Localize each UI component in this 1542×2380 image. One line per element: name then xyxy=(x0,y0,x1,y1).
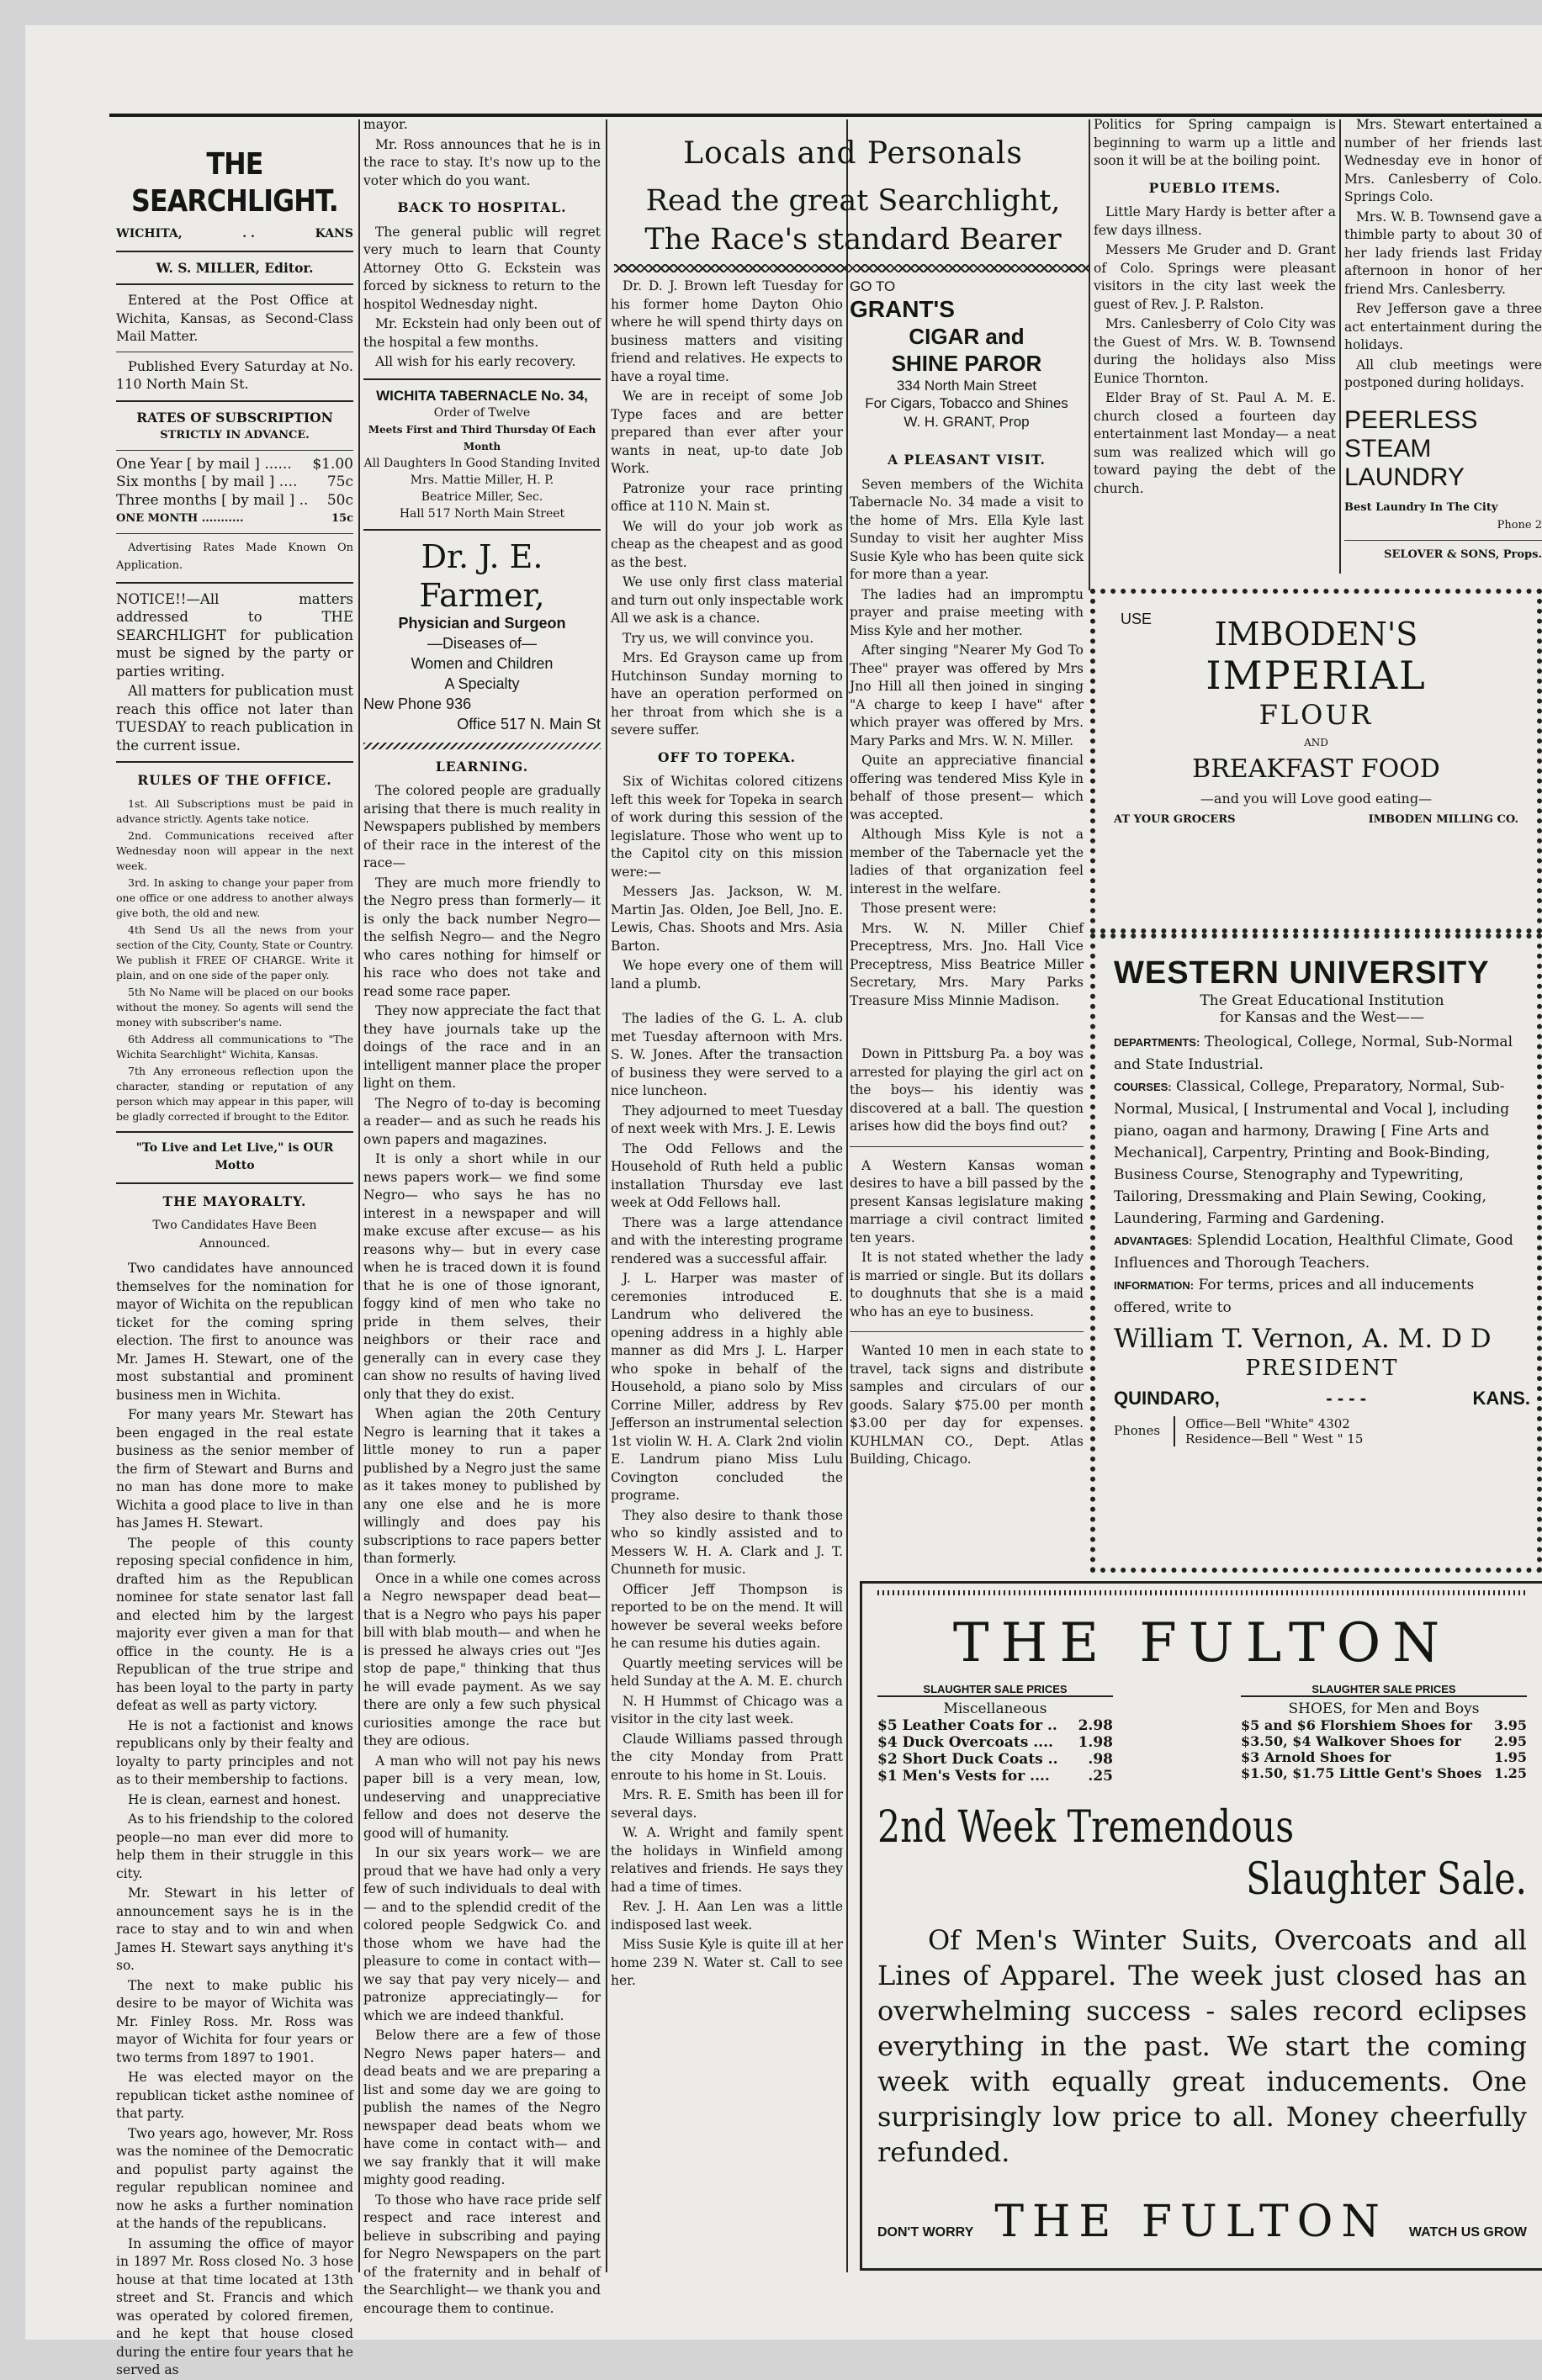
advertising-rates: Advertising Rates Made Known On Application. xyxy=(116,541,353,572)
column-rule xyxy=(846,119,848,2272)
hospital-heading: BACK TO HOSPITAL. xyxy=(397,199,567,215)
motto: "To Live and Let Live," is OUR Motto xyxy=(135,1140,334,1172)
column-5: Politics for Spring campaign is beginning to warm up a little and soon it will be at the boiling point. PUEBLO ITEMS. Little Mary Hardy is better after a few days illness. Messers Me Gruder and D. Grant of Colo. Springs were pleasant visitors in the city last week the guest of Rev. J. P. Ralston. Mrs. Canlesberry of Colo City was the Guest of Mrs. W. B. Townsend during the holidays also Miss Eunice Thornton. Elder Bray of St. Paul A. M. E. church closed a fourteen day entertainment last Monday— a neat sum was realized which will go toward paying the debt of the church. xyxy=(1094,117,1336,496)
column-6: Mrs. Stewart entertained a number of her friends last Wednesday eve in honor of Mrs. Canlesberry of Colo. Springs Colo. Mrs. W. B. Townsend gave a thimble party to about 30 of her lady friends last Friday afternoon in honor of her friend Mrs. Canlesberry. Rev Jefferson gave a three act entertainment during the holidays. All club meetings were postponed during holidays. PEERLESS STEAM LAUNDRY Best Laundry In The City Phone 2 SELOVER & SONS, Props. xyxy=(1344,116,1542,587)
column-1: THE SEARCHLIGHT. WICHITA, . . KANS W. S. MILLER, Editor. Entered at the Post Office at Wichita, Kansas, as Second-Class Mail Matter. Published Every Saturday at No. 110 North Main St. RATES OF SUBSCRIPTION STRICTLY IN ADVANCE. One Year [ by mail ] ...... $1.00 Six months [ by mail ] .... 75c Three months [ by mail ] .. 50c ONE MONTH ........... 15c Advertising Rates Made Known On Application. NOTICE!!—All matters addressed to THE SEARCHLIGHT for publication must be signed by the party or parties writing. All matters for publication must reach this office not later than TUESDAY to reach publication in the current issue. RULES OF THE OFFICE. 1st. All Subscriptions must be paid in advance strictly. Agents take notice. 2nd. Communications received after Wednesday noon will appear in the next week. 3rd. In asking to change your paper from one office or one address to another always give both, the old and new. 4th Send Us all the news from your section of the City, County, State or Country. We publish it FREE OF CHARGE. Write it plain, and on one side of the paper only. 5th No Name will be placed on our books without the money. So agents will send the money with subscriber's name. 6th Address all communications to "The Wichita Searchlight" Wichita, Kansas. 7th Any erroneous reflection upon the character, standing or reputation of any person which may appear in this paper, will be gladly corrected if brought to the Editor. "To Live and Let Live," is OUR Motto THE MAYORALTY. Two Candidates Have Been Announced. Two candidates have announced themselves for the nomination for mayor of Wichita on the republican ticket for the coming spring election. The first to anounce was Mr. James H. Stewart, one of the most substantial and prominent business men in Wichita. For many years Mr. Stewart has been engaged in the real estate business as the senior member of the firm of Stewart and Burns and no man has done more to make Wichita a good place to live in than has James H. Stewart. The people of this county reposing special confidence in him, drafted him as the Republican nominee for state senator last fall and elected him by the largest majority ever given a man for that office in the county. He is a Republican of the true stripe and has been loyal to the party in party defeat as well as party victory. He is not a factionist and knows republicans only by their fealty and loyalty to party principles and not as to their membership to factions. He is clean, earnest and honest. As to his friendship to the colored people—no man ever did more to help them in their struggle in this city. Mr. Stewart in his letter of announcement says he is in the race to stay and to win and when James H. Stewart says anything it's so. The next to make public his desire to be mayor of Wichita was Mr. Finley Ross. Mr. Ross was mayor of Wichita for four years or two terms from 1897 to 1901. He was elected mayor on the republican ticket asthe nominee of that party. Two years ago, however, Mr. Ross was the nominee of the Democratic and populist party against the regular republican nominee and now he asks a further nomination at the hands of the republicans. In assuming the office of mayor in 1897 Mr. Ross closed No. 3 hose house at that time located at 13th street and St. Francis and which was operated by colored firemen, and he kept that house closed during the entire four years that he served as xyxy=(116,121,353,2274)
published-notice: Published Every Saturday at No. 110 North Main St. xyxy=(116,357,353,392)
masthead-title: THE SEARCHLIGHT. xyxy=(131,147,338,219)
column-rule xyxy=(358,119,360,2272)
column-3: Dr. D. J. Brown left Tuesday for his former home Dayton Ohio where he will spend thirty days on business matters and visiting friend and relatives. He expects to have a royal time. We are in receipt of some Job Type faces and are better prepared than ever after your wants in neat, up-to date Job Work. Patronize your race printing office at 110 N. Main st. We will do your job work as cheap as the cheapest and as good as the best. We use only first class material and turn out only inspectable work All we ask is a chance. Try us, we will convince you. Mrs. Ed Grayson came up from Hutchinson Sunday morning to have an operation performed on her throat from which she is a severe suffer. OFF TO TOPEKA. Six of Wichitas colored citizens left this week for Topeka in search of work during this session of the legislature. Those who went up to the Capitol city on this mission were:— Messers Jas. Jackson, W. M. Martin Jas. Olden, Joe Bell, Jno. E. Lewis, Chas. Shoots and Mrs. Asia Barton. We hope every one of them will land a plumb. The ladies of the G. L. A. club met Tuesday afternoon with Mrs. S. W. Jones. After the transaction of business they were served to a nice luncheon. They adjourned to meet Tuesday of next week with Mrs. J. E. Lewis The Odd Fellows and the Household of Ruth held a public installation Thursday eve last week at Odd Fellows hall. There was a large attendance and with the interesting programe rendered was a successful affair. J. L. Harper was master of ceremonies introduced E. Landrum who delivered the opening address in a highly able manner as did Mrs J. L. Harper who spoke in behalf of the Household, a piano solo by Miss Corrine Miller, address by Rev Jefferson an instrumental selection 1st violin W. H. A. Clark 2nd violin E. Landrum piano Miss Lulu Covington concluded the programe. They also desire to thank those who so kindly assisted and to Messers W. H. A. Clark and J. T. Chunneth for music. Officer Jeff Thompson is reported to be on the mend. It will however be several weeks before he can resume his duties again. Quartly meeting services will be held Sunday at the A. M. E. church N. H Hummst of Chicago was a visitor in the city last week. Claude Williams passed through the city Monday from Pratt enroute to his home in St. Louis. Mrs. R. E. Smith has been ill for several days. W. A. Wright and family spent the holidays in Winfield among relatives and friends. He says they had a time of times. Rev. J. H. Aan Len was a little indisposed last week. Miss Susie Kyle is quite ill at her home 239 N. Water st. Call to see her. xyxy=(611,278,843,1988)
wanted-ad: Wanted 10 men in each state to travel, tack signs and distribute samples and circulars of our goods. Salary $75.00 per month $3.00 per day for expenses. KUHLMAN CO., Dept. Atlas Building, Chicago. xyxy=(850,1343,1084,1467)
western-university-ad: WESTERN UNIVERSITY The Great Educational Institution for Kansas and the West—— DEPARTMENTS: Theological, College, Normal, Sub-Normal and State Industrial. COURSES: Classical, College, Preparatory, Normal, Sub-Normal, Musical, [ Instrumental and Vocal ], including piano, oagan and harmony, Drawing [ Fine Arts and Mechanical], Carpentry, Printing and Book-Binding, Business Course, Stenography and Typewriting, Tailoring, Dressmaking and Plain Sewing, Cooking, Laundering, Farming and Gardening. ADVANTAGES: Splendid Location, Healthful Climate, Good Influences and Thorough Teachers. INFORMATION: For terms, prices and all inducements offered, write to William T. Vernon, A. M. D D PRESIDENT QUINDARO, - - - - KANS. Phones Office—Bell "White" 4302 Residence—Bell " West " 15 xyxy=(1090,933,1542,1573)
subscription-rates: One Year [ by mail ] ...... $1.00 Six months [ by mail ] .... 75c Three months [ by mail ] .. 50c ONE MONTH ........... 15c xyxy=(116,455,353,525)
pueblo-heading: PUEBLO ITEMS. xyxy=(1148,179,1281,196)
fulton-footer-name: THE FULTON xyxy=(994,2197,1388,2247)
lodge-details: Order of Twelve Meets First and Third Thursday Of Each Month All Daughters In Good Standing Invited Mrs. Mattie Miller, H. P. Beatrice Miller, Sec. Hall 517 North Main Street xyxy=(363,406,601,521)
column-2: mayor. Mr. Ross announces that he is in the race to stay. It's now up to the voter which do you want. BACK TO HOSPITAL. The general public will regret very much to learn that County Attorney Otto G. Eckstein was forced by sickness to return to the hospitol Wednesday night. Mr. Eckstein had only been out of the hospital a few months. All wish for his early recovery. WICHITA TABERNACLE No. 34, Order of Twelve Meets First and Third Thursday Of Each Month All Daughters In Good Standing Invited Mrs. Mattie Miller, H. P. Beatrice Miller, Sec. Hall 517 North Main Street Dr. J. E. Farmer, Physician and Surgeon —Diseases of— Women and Children A Specialty New Phone 936 Office 517 N. Main St LEARNING. The colored people are gradually arising that there is much reality in Newspapers published by members of their race in the interest of the race— They are much more friendly to the Negro press than formerly— it is only the back number Negro— the selfish Negro— and the Negro who cares nothing for himself or his race who does not take and read some race paper. They now appreciate the fact that they have journals take up the doings of the race and in an intelligent manner place the proper light on them. The Negro of to-day is becoming a reader— and as such he reads his own papers and magazines. It is only a short while in our news papers work— we find some Negro— who says he has no interest in a newspaper and will make excuse after excuse— as his reasons why— but in every case when he is traced down it is found that he is one of those ignorant, foggy kind of men who take no pride in them selves, their neighbors or their race and generally can in every case they can show no results of having lived only that they do exist. When agian the 20th Century Negro is learning that it takes a little money to run a paper published by a Negro just the same as it takes money to published by any one else and he is more willingly and does pay his subscriptions to race papers better than formerly. Once in a while one comes across a Negro newspaper dead beat— that is a Negro who pays his paper bill with blab mouth— and when he is pressed he always cries out "Jes stop de pape," thinking that thus he will evade payment. As we say there are only a few such physical curiosities amonge the race but they are odious. A man who will not pay his news paper bill is a very mean, low, undeserving and unappreciative fellow and does not deserve the good will of humanity. In our six years work— we are proud that we have had only a very few of such individuals to deal with— and to the splendid credit of the colored people Sedgwick Co. and those whom we have had the pleasure to come in contact with— we say that pay very nicely— and patronize appreciatingly— for which we are indeed thankful. Below there are a few of those Negro News paper haters— and dead beats and we are preparing a list and some day we are going to publish the names of the Negro newspaper dead beats whom we have come in contact with— and we say frankly that it will make mighty good reading. To those who have race pride self respect and race interest and believe in subscribing and paying for Negro Newspapers on the part of the fraternity and in behalf of the Searchlight— we thank you and encourage them to continue. xyxy=(363,116,601,2269)
visit-heading: A PLEASANT VISIT. xyxy=(888,452,1046,468)
fulton-body: Of Men's Winter Suits, Overcoats and all Lines of Apparel. The week just closed has an overwhelming success - sales record eclipses everything in the past. We start the coming week with equally great inducements. One surprisingly low price to all. Money cheerfully refunded. xyxy=(877,1924,1527,2168)
topeka-heading: OFF TO TOPEKA. xyxy=(657,748,797,765)
doctor-name: Dr. J. E. Farmer, xyxy=(419,538,545,614)
masthead-place: WICHITA, . . KANS xyxy=(116,227,353,241)
mayoralty-heading: THE MAYORALTY. xyxy=(162,1193,307,1209)
laundry-ad: PEERLESS STEAM LAUNDRY Best Laundry In The City Phone 2 SELOVER & SONS, Props. xyxy=(1344,405,1542,561)
fulton-title: THE FULTON xyxy=(952,1612,1452,1674)
mayoralty-article: Two candidates have announced themselves for the nomination for mayor of Wichita on the republican ticket for the coming spring election. The first to anounce was Mr. James H. Stewart, one of the most substantial and prominent business men in Wichita. For many years Mr. Stewart has been engaged in the real estate business as the senior member of the firm of Stewart and Burns and no man has done more to make Wichita a good place to live in than has James H. Stewart. The people of this county reposing special confidence in him, drafted him as the Republican nominee for state senator last fall and elected him by the largest majority ever given a man for that office in the county. He is a Republican of the true stripe and has been loyal to the party in party defeat as well as party victory. He is not a factionist and knows republicans only by their fealty and loyalty to party principles and not as to their membership to factions. He is clean, earnest and honest. As to his friendship to the colored people—no man ever did more to help them in their struggle in this city. Mr. Stewart in his letter of announcement says he is in the race to stay and to win and when James H. Stewart says anything it's so. The next to make public his desire to be mayor of Wichita was Mr. Finley Ross. Mr. Ross was mayor of Wichita for four years or two terms from 1897 to 1901. He was elected mayor on the republican ticket asthe nominee of that party. Two years ago, however, Mr. Ross was the nominee of the Democratic and populist party against the regular republican nominee and now he asks a further nomination at the hands of the republicans. In assuming the office of mayor in 1897 Mr. Ross closed No. 3 hose house at that time located at 13th street and St. Francis and which was operated by colored firemen, and he kept that house closed during the entire four years that he served as xyxy=(116,1261,353,2377)
lodge-title: WICHITA TABERNACLE No. 34, xyxy=(376,387,588,404)
rules-list: 1st. All Subscriptions must be paid in advance strictly. Agents take notice. 2nd. Communications received after Wednesday noon will appear in the next week. 3rd. In asking to change your paper from one office or one address to another always give both, the old and new. 4th Send Us all the news from your section of the City, County, State or Country. We publish it FREE OF CHARGE. Write it plain, and on one side of the paper only. 5th No Name will be placed on our books without the money. So agents will send the money with subscriber's name. 6th Address all communications to "The Wichita Searchlight" Wichita, Kansas. 7th Any erroneous reflection upon the character, standing or reputation of any person which may appear in this paper, will be gladly corrected if brought to the Editor. xyxy=(116,796,353,1123)
ornamental-rule xyxy=(614,264,1090,272)
fulton-shoe-prices: SLAUGHTER SALE PRICES SHOES, for Men and Boys $5 and $6 Florshiem Shoes for 3.95 $3.50, $4 Walkover Shoes for 2.95 $3 Arnold Shoes for 1.95 $1.50, $1.75 Little Gent's Shoes 1.25 xyxy=(1241,1683,1527,1781)
notice-text: NOTICE!!—All matters addressed to THE SEARCHLIGHT for publication must be signed by the party or parties writing. xyxy=(116,590,353,680)
column-rule xyxy=(1339,119,1341,574)
learning-heading: LEARNING. xyxy=(435,758,529,775)
entered-notice: Entered at the Post Office at Wichita, Kansas, as Second-Class Mail Matter. xyxy=(116,293,353,344)
column-4: GO TO GRANT'S CIGAR and SHINE PAROR 334 North Main Street For Cigars, Tobacco and Shines W. H. GRANT, Prop A PLEASANT VISIT. Seven members of the Wichita Tabernacle No. 34 made a visit to the home of Mrs. Ella Kyle last Sunday to visit her aughter Miss Susie Kyle who has been quite sick for more than a year. The ladies had an impromptu prayer and praise meeting with Miss Kyle and her mother. After singing "Nearer My God To Thee" prayer was offered by Mrs Jno Hill all then joined in singing "A charge to keep I have" after which prayer was offered by Mrs. Mary Parks and Mrs. W. N. Miller. Quite an appreciative financial offering was tendered Miss Kyle in behalf of those present— which was accepted. Although Miss Kyle is not a member of the Tabernacle yet the ladies of that organization feel interest in the welfare. Those present were: Mrs. W. N. Miller Chief Preceptress, Mrs. Jno. Hall Vice Preceptress, Miss Beatrice Miller Secretary, Mrs. Mary Parks Treasure Miss Minnie Madison. Down in Pittsburg Pa. a boy was arrested for playing the girl act on the boys— his identiy was discovered at a ball. The question arises how did the boys find out? A Western Kansas woman desires to have a bill passed by the present Kansas legislature making marriage a civil contract limited ten years. It is not stated whether the lady is married or single. But its dollars to doughnuts that she is a maid who has an eye to business. Wanted 10 men in each state to travel, tack signs and distribute samples and circulars of our goods. Salary $75.00 per month $3.00 per day for expenses. KUHLMAN CO., Dept. Atlas Building, Chicago. xyxy=(850,278,1084,1573)
locals-title: Locals and Personals xyxy=(683,136,1023,171)
fulton-ad: THE FULTON SLAUGHTER SALE PRICES Miscellaneous $5 Leather Coats for .. 2.98 $4 Duck Overcoats .... 1.98 $2 Short Duck Coats .. .98 $1 Men's Vests for .... .25 SLAUGHTER SALE PRICES SHOES, for Men and Boys $5 and $6 Florshiem Shoes for 3.95 $3.50, $4 Walkover Shoes for 2.95 $3 Arnold Shoes for 1.95 $1.50, $1.75 Little Gent's Shoes 1.25 2nd Week Tremendous Slaughter Sale. Of Men's Winter Suits, Overcoats and all Lines of Apparel. The week just closed has an overwhelming success - sales record eclipses everything in the past. We start the coming week with equally great inducements. One surprisingly low price to all. Money cheerfully refunded. DON'T WORRY THE FULTON WATCH US GROW xyxy=(860,1581,1542,2271)
fulton-headline-1: 2nd Week Tremendous xyxy=(877,1802,1295,1853)
learning-article: The colored people are gradually arising that there is much reality in Newspapers published by members of their race in the interest of the race— They are much more friendly to the Negro press than formerly— it is only the back number Negro— the selfish Negro— and the Negro who cares nothing for himself or his race who does not take and read some race paper. They now appreciate the fact that they have journals take up the doings of the race and in an intelligent manner place the proper light on them. The Negro of to-day is becoming a reader— and as such he reads his own papers and magazines. It is only a short while in our news papers work— we find some Negro— who says he has no interest in a newspaper and will make excuse after excuse— as his reasons why— but in every case when he is traced down it is found that he is one of those ignorant, foggy kind of men who take no pride in them selves, their neighbors or their race and generally can in every case they can show no results of having lived only that they do exist. When agian the 20th Century Negro is learning that it takes a little money to run a paper published by a Negro just the same as it takes money to published by any one else and he is more willingly and does pay his subscriptions to race papers better than formerly. Once in a while one comes across a Negro newspaper dead beat— that is a Negro who pays his paper bill with blab mouth— and when he is pressed he always cries out "Jes stop de pape," thinking that thus he will evade payment. As we say there are only a few such physical curiosities amonge the race but they are odious. A man who will not pay his news paper bill is a very mean, low, undeserving and unappreciative fellow and does not deserve the good will of humanity. In our six years work— we are proud that we have had only a very few of such individuals to deal with— and to the splendid credit of the colored people Sedgwick Co. and those whom we have had the pleasure to come in contact with— we say that pay very nicely— and patronize appreciatingly— for which we are indeed thankful. Below there are a few of those Negro News paper haters— and dead beats and we are preparing a list and some day we are going to publish the names of the Negro newspaper dead beats whom we have come in contact with— and we say frankly that it will make mighty good reading. To those who have race pride self respect and race interest and believe in subscribing and paying for Negro Newspapers on the part of the fraternity and in behalf of the Searchlight— we thank you and encourage them to continue. xyxy=(363,783,601,2316)
editor-line: W. S. MILLER, Editor. xyxy=(156,259,314,276)
subscription-heading: RATES OF SUBSCRIPTION xyxy=(136,409,333,426)
fulton-misc-prices: SLAUGHTER SALE PRICES Miscellaneous $5 Leather Coats for .. 2.98 $4 Duck Overcoats .... 1.98 $2 Short Duck Coats .. .98 $1 Men's Vests for .... .25 xyxy=(877,1683,1113,1785)
rules-heading: RULES OF THE OFFICE. xyxy=(137,772,332,788)
locals-subtitle: Read the great Searchlight, The Race's standard Bearer xyxy=(644,184,1062,257)
column-rule xyxy=(606,119,607,2272)
fulton-headline-2: Slaughter Sale. xyxy=(1246,1854,1527,1905)
newspaper-page xyxy=(25,25,1542,2377)
imboden-ad: USE IMBODEN'S IMPERIAL FLOUR AND BREAKFAST FOOD —and you will Love good eating— AT YOUR GROCERS IMBODEN MILLING CO. xyxy=(1090,589,1542,933)
grant-ad: GO TO GRANT'S CIGAR and SHINE PAROR 334 North Main Street For Cigars, Tobacco and Shines W. H. GRANT, Prop xyxy=(850,278,1068,430)
